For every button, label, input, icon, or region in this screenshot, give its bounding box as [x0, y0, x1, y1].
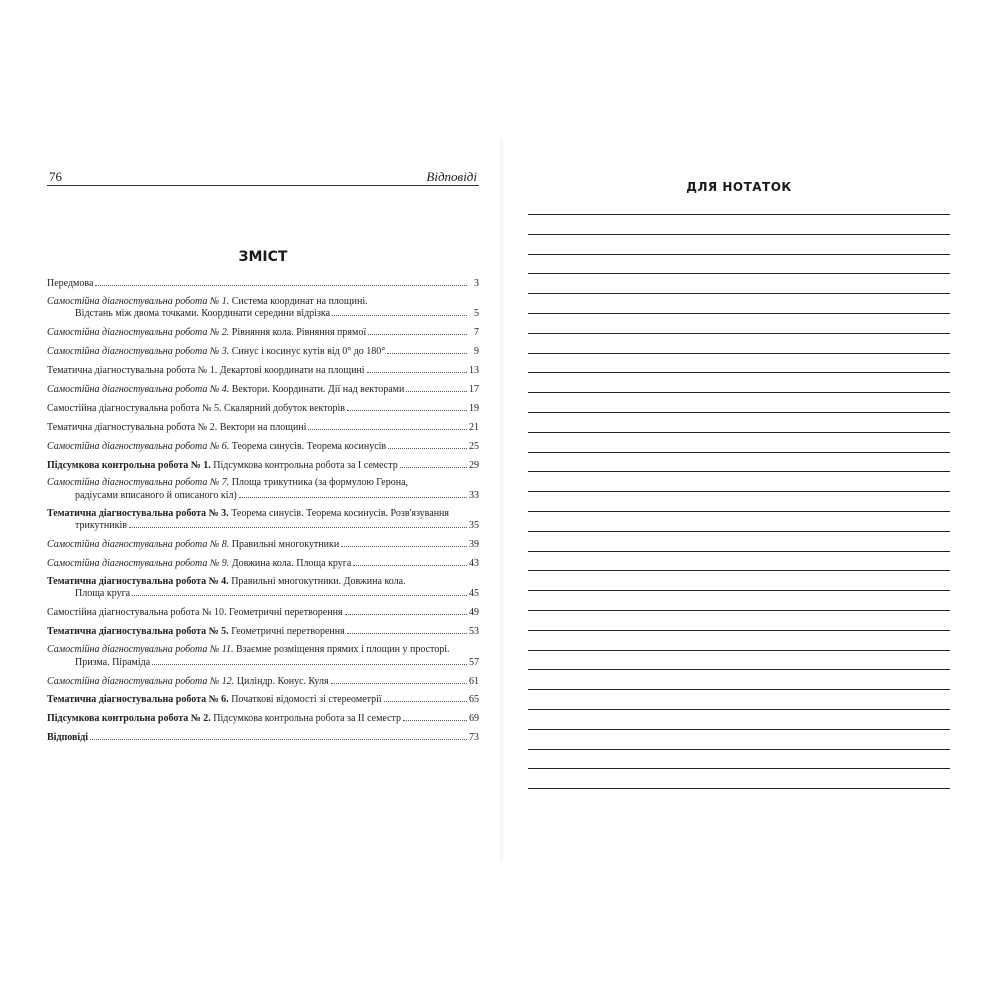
toc-page-number: 7: [474, 327, 479, 339]
toc-line: [47, 489, 479, 502]
note-ruled-line: [528, 313, 950, 314]
toc-page-number: 19: [469, 402, 479, 414]
toc-title: ЗМІСТ: [238, 249, 288, 265]
toc-entry: [47, 606, 479, 619]
toc-entry: [47, 296, 479, 320]
note-ruled-line: [528, 254, 950, 255]
toc-page-number: 5: [474, 308, 479, 320]
toc-text: [47, 441, 386, 453]
toc-entry-lead: Самостійна діагностувальна робота № 11.: [47, 644, 234, 656]
toc-page-number: 25: [469, 440, 479, 452]
note-ruled-line: [528, 353, 950, 354]
toc-text: [47, 644, 450, 655]
note-ruled-line: [528, 432, 950, 433]
toc-leader-dots: [388, 440, 467, 449]
toc-entry-title: Довжина кола. Площа круга: [231, 558, 352, 570]
toc-page-number: 33: [469, 489, 479, 501]
note-ruled-line: [528, 768, 950, 769]
toc-entry: [47, 675, 479, 688]
toc-entry-title: Синус і косинус кутів від 0° до 180°: [231, 346, 386, 358]
toc-entry-lead: Підсумкова контрольна робота № 2.: [47, 713, 211, 725]
toc-line: [47, 364, 479, 377]
toc-leader-dots: [90, 731, 467, 740]
note-ruled-line: [528, 392, 950, 393]
toc-entry-lead: Самостійна діагностувальна робота № 1.: [47, 295, 230, 307]
toc-text: [75, 308, 330, 320]
toc-text: [47, 327, 366, 339]
note-ruled-line: [528, 570, 950, 571]
toc-text: [47, 365, 365, 377]
toc-line: [47, 656, 479, 669]
toc-text: [47, 713, 401, 725]
toc-text: [47, 384, 404, 396]
toc-entry-lead: Самостійна діагностувальна робота № 9.: [47, 558, 230, 570]
toc-entry: [47, 364, 479, 377]
toc-line: [47, 326, 479, 339]
note-ruled-line: [528, 689, 950, 690]
note-ruled-line: [528, 650, 950, 651]
toc-line: [47, 277, 479, 290]
toc-page-number: 3: [474, 278, 479, 289]
toc-leader-dots: [368, 326, 467, 335]
toc-page-number: 35: [469, 520, 479, 532]
toc-leader-dots: [347, 402, 467, 411]
toc-entry: [47, 345, 479, 358]
toc-entry-lead: Самостійна діагностувальна робота № 3.: [47, 346, 230, 358]
toc-line: [47, 421, 479, 434]
note-ruled-line: [528, 669, 950, 670]
toc-entry-title: Рівняння кола. Рівняння прямої: [231, 327, 367, 339]
toc-leader-dots: [353, 557, 467, 566]
toc-entry-lead: Тематична діагностувальна робота № 2.: [47, 421, 218, 433]
note-ruled-line: [528, 491, 950, 492]
toc-entry-lead: Самостійна діагностувальна робота № 5.: [47, 402, 222, 414]
toc-entry: [47, 712, 479, 725]
toc-entry: [47, 477, 479, 501]
toc-line: [47, 440, 479, 453]
toc-leader-dots: [384, 693, 467, 702]
toc-line: [47, 402, 479, 415]
toc-leader-dots: [331, 675, 467, 684]
note-ruled-line: [528, 333, 950, 334]
toc-line: [47, 459, 479, 472]
toc-entry: [47, 538, 479, 551]
toc-text: [47, 676, 329, 688]
toc-entry-lead: Тематична діагностувальна робота № 5.: [47, 626, 229, 638]
toc-entry-title: Вектори. Координати. Дії над векторами: [231, 383, 405, 395]
toc-entry: [47, 576, 479, 600]
toc-page-number: 57: [469, 656, 479, 668]
toc-entry-title: Циліндр. Конус. Куля: [236, 675, 329, 687]
note-ruled-line: [528, 273, 950, 274]
toc-entry-title: Теорема синусів. Теорема косинусів: [231, 440, 387, 452]
toc-entry-lead: Тематична діагностувальна робота № 1.: [47, 365, 218, 377]
toc-entry-title: Підсумкова контрольна робота за ІІ семестр: [213, 713, 402, 725]
toc-leader-dots: [400, 459, 467, 468]
toc-text: [47, 694, 382, 706]
toc-entry: [47, 625, 479, 638]
toc-entry: [47, 557, 479, 570]
toc-leader-dots: [345, 606, 467, 615]
toc-leader-dots: [332, 307, 467, 316]
note-ruled-line: [528, 372, 950, 373]
toc-entry-lead: Самостійна діагностувальна робота № 7.: [47, 477, 230, 489]
toc-leader-dots: [239, 489, 467, 498]
toc-leader-dots: [367, 364, 467, 373]
toc-leader-dots: [152, 656, 467, 665]
toc-leader-dots: [347, 625, 467, 634]
toc-text: [47, 576, 406, 587]
toc-line: [47, 538, 479, 551]
toc-page-number: 29: [469, 459, 479, 471]
toc-entry-lead: Самостійна діагностувальна робота № 12.: [47, 675, 235, 687]
toc-entry-title: Вектори на площині: [219, 421, 307, 433]
toc-entry-lead: Самостійна діагностувальна робота № 2.: [47, 327, 230, 339]
toc-entry-lead: Тематична діагностувальна робота № 4.: [47, 575, 229, 587]
note-ruled-line: [528, 471, 950, 472]
left-page: [47, 165, 479, 750]
section-name: Відповіді: [426, 169, 477, 184]
toc-page-number: 65: [469, 694, 479, 706]
toc-line: [47, 587, 479, 600]
toc-line: [47, 508, 479, 520]
toc-entry-title: Площа круга: [75, 588, 131, 600]
toc-text: [47, 403, 345, 415]
running-head: [47, 165, 479, 186]
toc-text: [47, 732, 88, 744]
note-ruled-line: [528, 610, 950, 611]
note-ruled-line: [528, 788, 950, 789]
note-ruled-line: [528, 293, 950, 294]
toc-leader-dots: [308, 421, 467, 430]
toc-entry-title: Система координат на площині.: [231, 295, 368, 307]
note-ruled-line: [528, 590, 950, 591]
toc-entry: [47, 326, 479, 339]
toc-entry: [47, 731, 479, 744]
toc-entry: [47, 508, 479, 532]
toc-line: [47, 625, 479, 638]
toc-entry: [47, 459, 479, 472]
toc-leader-dots: [387, 345, 467, 354]
note-ruled-line: [528, 709, 950, 710]
toc-entry-title: Початкові відомості зі стереометрії: [231, 694, 382, 706]
toc-page-number: 9: [474, 346, 479, 358]
toc-text: [75, 490, 237, 502]
book-gutter: [500, 140, 504, 860]
right-page: [528, 180, 950, 194]
toc-line: [47, 307, 479, 320]
toc-text: [47, 422, 306, 434]
note-ruled-line: [528, 749, 950, 750]
toc-page-number: 43: [469, 558, 479, 570]
toc-line: [47, 576, 479, 588]
toc-entry-title: Геометричні перетворення: [231, 626, 345, 638]
toc-text: [47, 278, 93, 290]
toc-entry-lead: Тематична діагностувальна робота № 6.: [47, 694, 229, 706]
note-ruled-line: [528, 729, 950, 730]
toc-leader-dots: [403, 712, 467, 721]
toc-entry-lead: Відповіді: [47, 732, 89, 744]
toc-entry: [47, 440, 479, 453]
note-ruled-line: [528, 511, 950, 512]
toc-entry-title: Площа трикутника (за формулою Герона,: [231, 477, 409, 489]
toc-page-number: 61: [469, 675, 479, 687]
toc-line: [47, 675, 479, 688]
page-number: 76: [49, 169, 62, 184]
toc-entry-title: Відстань між двома точками. Координати середини відрізка: [75, 308, 331, 320]
toc-entry: [47, 421, 479, 434]
toc-entry-title: Правильні многокутники: [231, 539, 340, 551]
toc-page-number: 53: [469, 626, 479, 638]
toc-text: [47, 539, 339, 551]
toc-text: [47, 477, 408, 488]
toc-page-number: 17: [469, 383, 479, 395]
toc-line: [47, 345, 479, 358]
toc-entry-lead: Самостійна діагностувальна робота № 4.: [47, 383, 230, 395]
toc-text: [47, 558, 351, 570]
toc-text: [47, 508, 449, 519]
toc-text: [47, 607, 343, 619]
toc-leader-dots: [132, 587, 467, 596]
toc-entry: [47, 402, 479, 415]
note-ruled-line: [528, 234, 950, 235]
toc-list: [47, 277, 479, 744]
toc-leader-dots: [129, 519, 467, 528]
toc-page-number: 73: [469, 732, 479, 744]
toc-entry-lead: Тематична діагностувальна робота № 3.: [47, 507, 229, 519]
toc-leader-dots: [406, 383, 467, 392]
toc-line: [47, 296, 479, 308]
toc-line: [47, 712, 479, 725]
note-ruled-line: [528, 630, 950, 631]
toc-entry-title: Правильні многокутники. Довжина кола.: [231, 575, 406, 587]
toc-text: [47, 460, 398, 472]
toc-line: [47, 606, 479, 619]
toc-text: [47, 296, 368, 307]
toc-line: [47, 693, 479, 706]
note-ruled-line: [528, 531, 950, 532]
toc-text: [47, 346, 385, 358]
note-ruled-line: [528, 452, 950, 453]
toc-entry-title: Геометричні перетворення: [228, 607, 343, 619]
toc-text: [47, 626, 345, 638]
toc-line: [47, 383, 479, 396]
toc-entry: [47, 693, 479, 706]
toc-entry-title: Скалярний добуток векторів: [223, 402, 345, 414]
toc-text: [75, 520, 127, 532]
note-ruled-line: [528, 551, 950, 552]
toc-line: [47, 731, 479, 744]
toc-entry-lead: Самостійна діагностувальна робота № 10.: [47, 607, 227, 619]
toc-page-number: 39: [469, 539, 479, 551]
toc-entry-title: Призма. Піраміда: [75, 656, 151, 668]
toc-line: [47, 644, 479, 656]
toc-line: [47, 519, 479, 532]
toc-line: [47, 557, 479, 570]
notes-title: ДЛЯ НОТАТОК: [686, 180, 792, 194]
toc-entry-title: радіусами вписаного й описаного кіл): [75, 489, 237, 501]
toc-page-number: 45: [469, 588, 479, 600]
note-ruled-line: [528, 412, 950, 413]
toc-entry: [47, 644, 479, 668]
toc-page-number: 69: [469, 713, 479, 725]
toc-entry-title: трикутників: [75, 520, 127, 532]
toc-entry-title: Теорема синусів. Теорема косинусів. Розв'язування: [231, 507, 450, 519]
note-ruled-line: [528, 214, 950, 215]
toc-line: [47, 477, 479, 489]
toc-entry-lead: Самостійна діагностувальна робота № 8.: [47, 539, 230, 551]
toc-leader-dots: [95, 277, 467, 286]
toc-entry: [47, 277, 479, 290]
toc-entry-title: Взаємне розміщення прямих і площин у просторі.: [236, 644, 450, 656]
toc-leader-dots: [341, 538, 467, 547]
toc-entry-title: Декартові координати на площині: [219, 365, 365, 377]
toc-text: [75, 588, 130, 600]
toc-text: [75, 657, 150, 669]
toc-entry-lead: Підсумкова контрольна робота № 1.: [47, 459, 211, 471]
toc-page-number: 21: [469, 421, 479, 433]
toc-page-number: 49: [469, 607, 479, 619]
toc-entry: [47, 383, 479, 396]
toc-entry-lead: Самостійна діагностувальна робота № 6.: [47, 440, 230, 452]
toc-page-number: 13: [469, 365, 479, 377]
toc-entry-title: Передмова: [47, 278, 94, 289]
toc-entry-title: Підсумкова контрольна робота за І семестр: [213, 459, 398, 471]
